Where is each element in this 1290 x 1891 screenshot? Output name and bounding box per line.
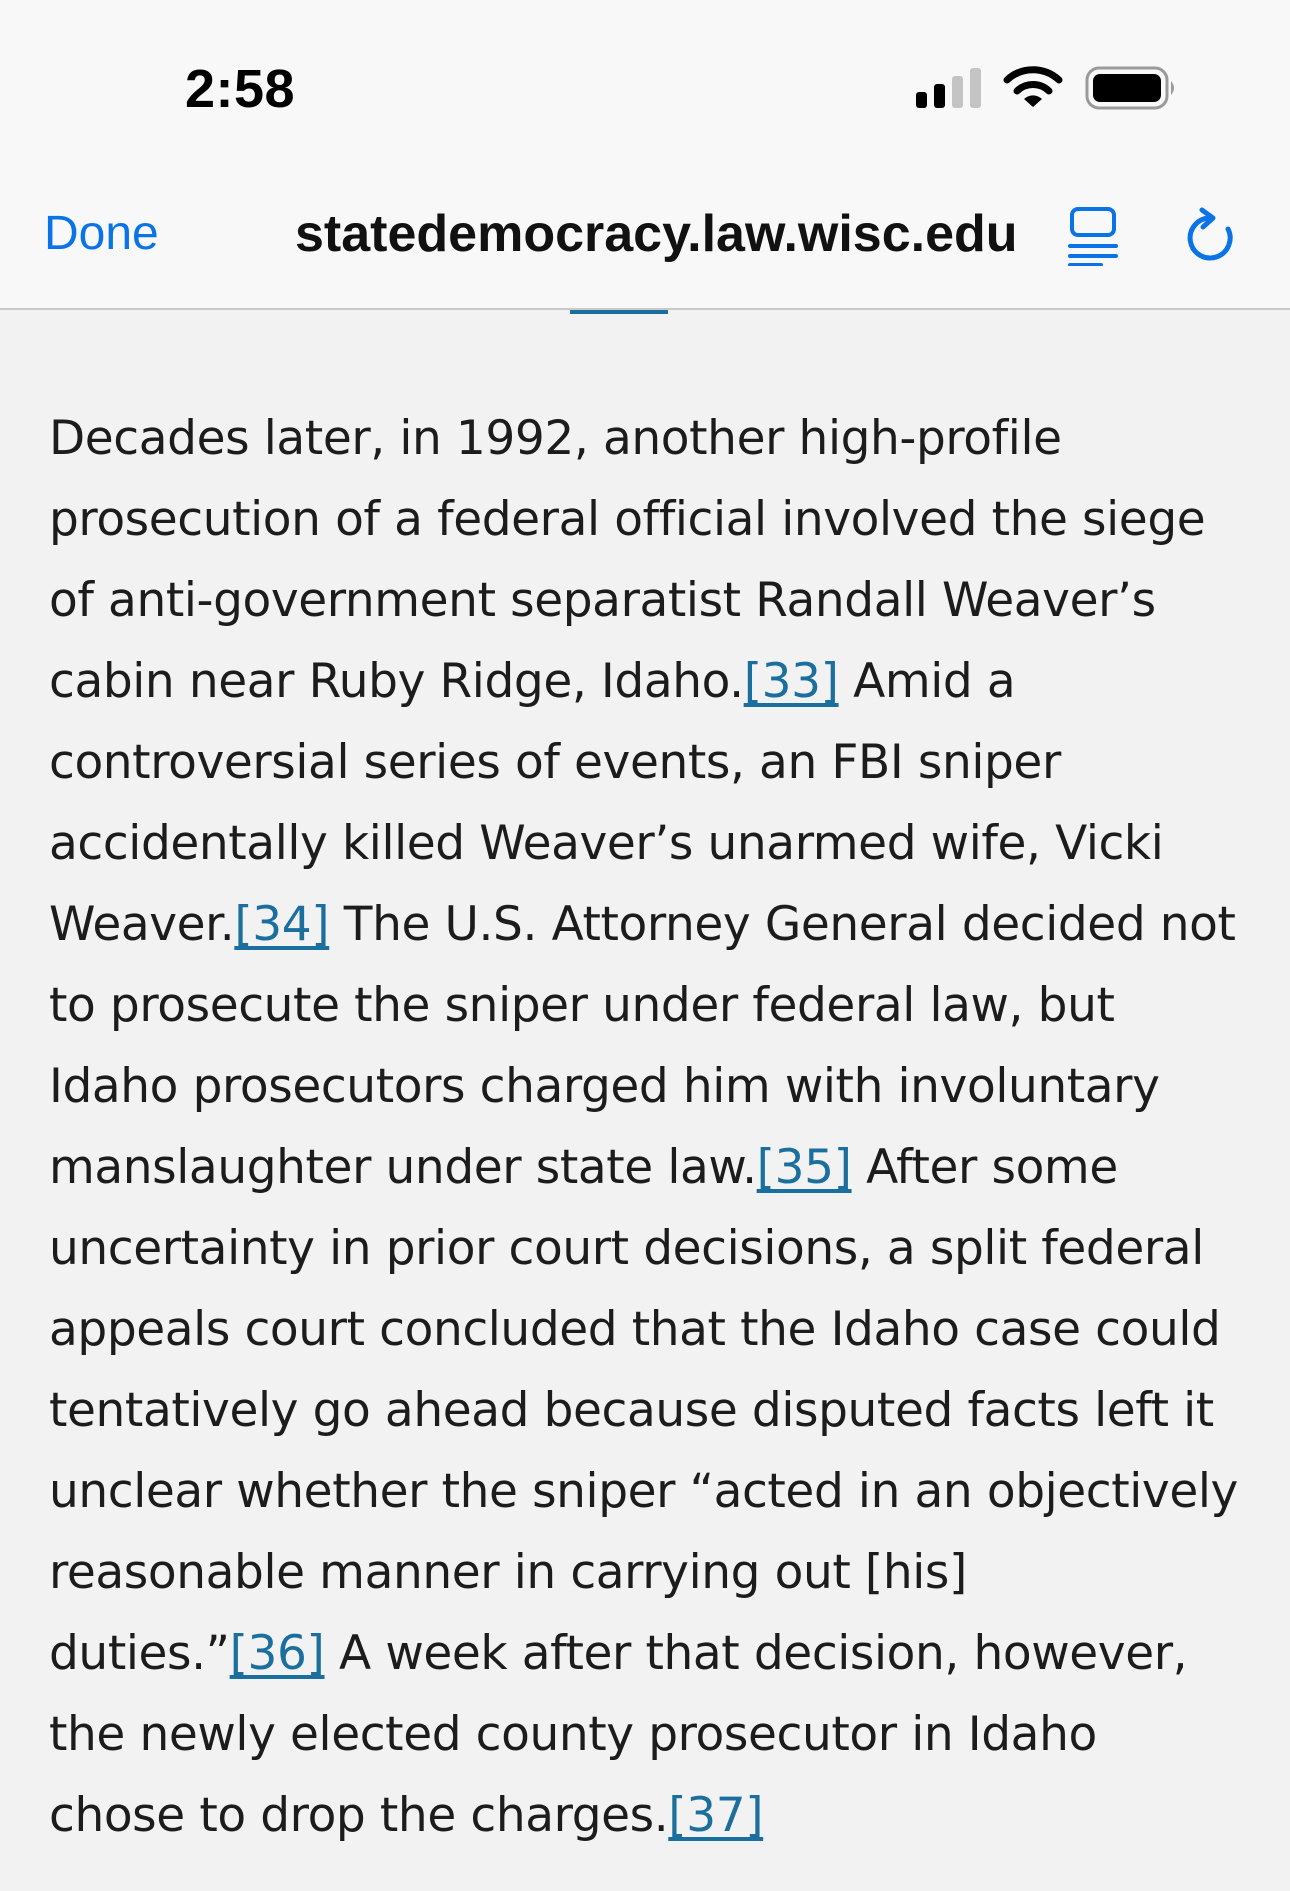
paragraph-text: After some uncertainty in prior court decisions, a split federal appeals court concluded that the Idaho case could tentatively go ahead because disputed facts left it unclear whether the sniper “acted in an objectively reasonable manner in carrying out [his] duties.” xyxy=(49,1140,1238,1681)
footnote-link-35[interactable]: [35] xyxy=(756,1140,852,1195)
status-time: 2:58 xyxy=(185,59,296,119)
partial-footnote-link xyxy=(570,310,668,314)
paragraph-text: Decades later, in 1992, another high-profile prosecution of a federal official involved the siege of anti-government separatist Randall Weaver’s cabin near Ruby Ridge, Idaho. xyxy=(49,411,1206,709)
paragraph-text: The U.S. Attorney General decided not to prosecute the sniper under federal law, but Idaho prosecutors charged him with involuntary manslaughter under state law. xyxy=(49,897,1236,1195)
battery-icon xyxy=(1085,66,1177,110)
reload-icon[interactable] xyxy=(1183,206,1241,266)
footnote-link-34[interactable]: [34] xyxy=(234,897,330,952)
url-label[interactable]: statedemocracy.law.wisc.edu xyxy=(295,205,1018,263)
footnote-link-37[interactable]: [37] xyxy=(668,1788,764,1843)
browser-nav-bar xyxy=(0,170,1290,310)
footnote-link-33[interactable]: [33] xyxy=(743,654,839,709)
paragraph-text: A week after that decision, however, the newly elected county prosecutor in Idaho chose to drop the charges. xyxy=(49,1626,1188,1843)
status-bar xyxy=(0,0,1290,170)
done-button[interactable]: Done xyxy=(44,207,159,260)
cellular-signal-icon xyxy=(916,68,982,108)
article-paragraph xyxy=(49,398,1244,1856)
wifi-icon xyxy=(1003,64,1063,108)
article-content xyxy=(49,398,1244,1856)
footnote-link-36[interactable]: [36] xyxy=(229,1626,325,1681)
paragraph-text: Amid a controversial series of events, an FBI sniper accidentally killed Weaver’s unarmed wife, Vicki Weaver. xyxy=(49,654,1164,952)
reader-mode-icon[interactable] xyxy=(1067,206,1119,266)
